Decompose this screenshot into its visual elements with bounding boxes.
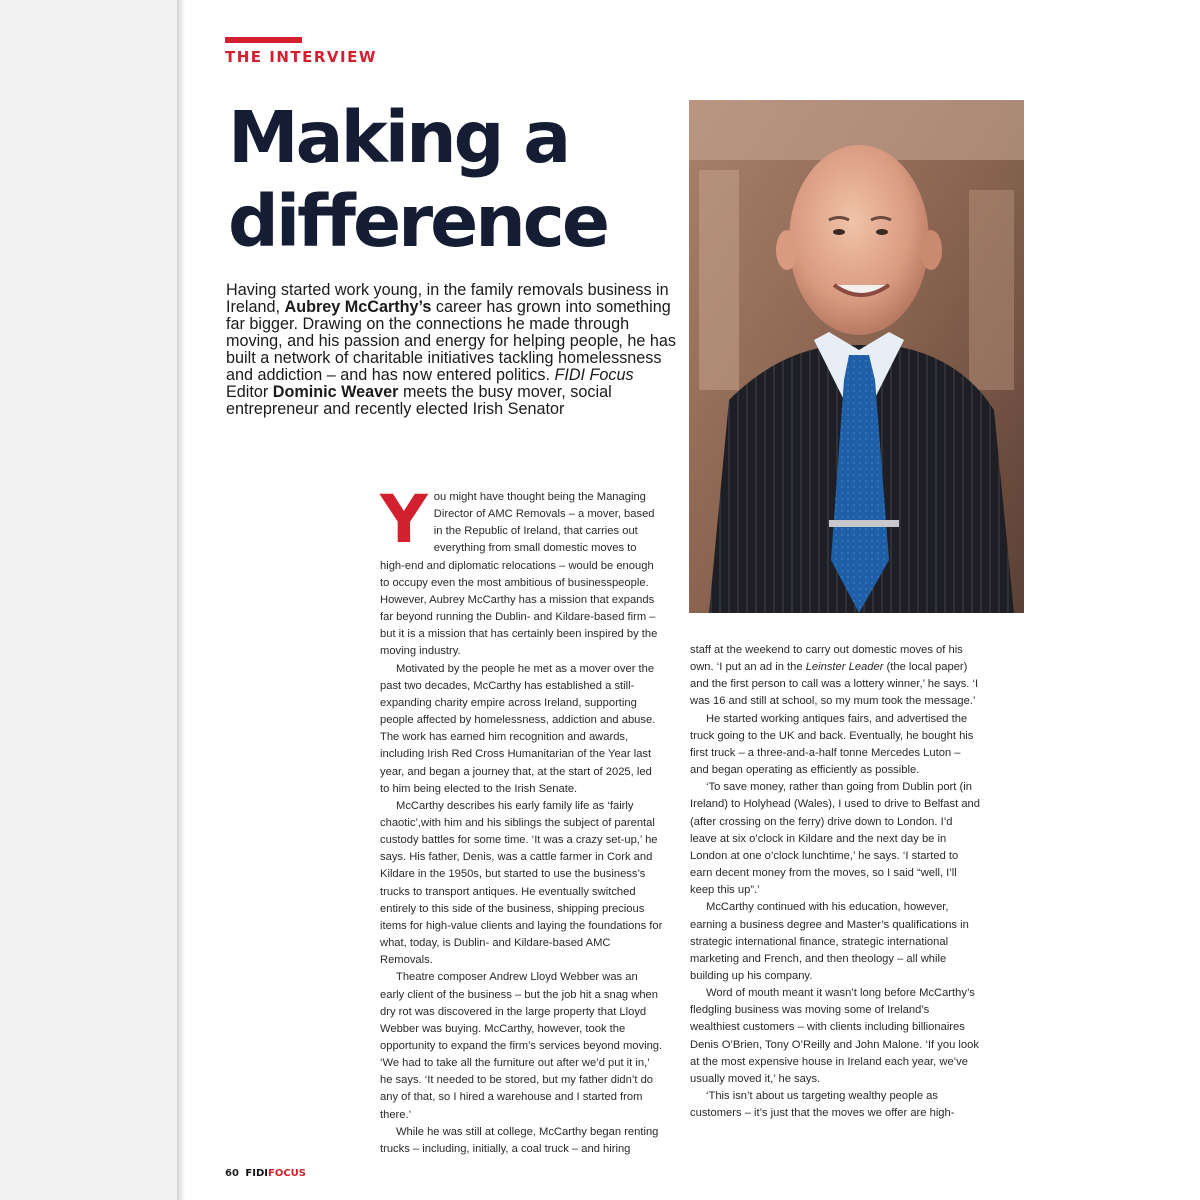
standfirst-text-4: meets the busy mover, social entrepreneur and recently elected Irish Senator [226, 383, 612, 418]
brand-text-fidi: FIDI [245, 1168, 268, 1179]
headline [228, 96, 678, 264]
page-number: 60 [225, 1168, 239, 1179]
section-label: THE INTERVIEW [225, 48, 377, 66]
body-paragraph-text: staff at the weekend to carry out domestic moves of his own. ‘I put an ad in the [690, 644, 963, 674]
body-paragraph [380, 481, 664, 661]
body-paragraph: McCarthy continued with his education, however, earning a business degree and Master’s qualifications in strategic international finance, strategic international marketing and French, and then theology – all while building up his company. [690, 901, 969, 982]
standfirst-text-2: career has grown into something far bigger. Drawing on the connections he made through moving, and his passion and energy for helping people, he has built a network of charitable initiatives tackling homelessness and addiction – and has now entered politics. [226, 298, 676, 384]
publication-title: Leinster Leader [805, 661, 884, 674]
body-paragraph: He started working antiques fairs, and advertised the truck going to the UK and back. Eventually, he bought his first truck – a three-and-a-half tonne Mercedes Luton – and began operating as efficiently as possible. [690, 712, 974, 777]
section-accent-bar [225, 37, 302, 43]
drop-cap: Y [380, 481, 428, 558]
body-paragraph: Motivated by the people he met as a mover over the past two decades, McCarthy has established a still-expanding charity empire across Ireland, supporting people affected by homelessness, addiction and abuse. The work has earned him recognition and awards, including Irish Red Cross Humanitarian of the Year last year, and began a journey that, at the start of 2025, led to him being elected to the Irish Senate. [380, 662, 656, 795]
page-fold-shadow [177, 0, 185, 1200]
standfirst-subject-name: Aubrey McCarthy’s [284, 298, 432, 316]
body-column-right [690, 642, 982, 1122]
brand-text-focus: FOCUS [267, 1168, 306, 1179]
body-paragraph: While he was still at college, McCarthy began renting trucks – including, initially, a coal truck – and hiring [380, 1125, 659, 1155]
standfirst-author-name: Dominic Weaver [272, 383, 399, 401]
body-paragraph: ‘This isn’t about us targeting wealthy people as customers – it’s just that the moves we offer are high- [690, 1090, 955, 1120]
page-gutter [0, 0, 177, 1200]
body-paragraph: Theatre composer Andrew Lloyd Webber was an early client of the business – but the job hit a snag when dry rot was discovered in the large property that Lloyd Webber was buying. McCarthy, however, took the opportunity to expand the firm’s services beyond moving. ‘We had to take all the furniture out after we’d put it in,’ he says. ‘It needed to be stored, but my father didn’t do any of that, so I hired a warehouse and I started from there.’ [380, 971, 663, 1121]
body-paragraph [690, 642, 982, 711]
body-column-left [380, 481, 664, 1158]
page-footer [225, 1168, 306, 1179]
magazine-brand [245, 1168, 306, 1179]
standfirst-text-1: Having started work young, in the family removals business in Ireland, [226, 281, 669, 316]
headline-line-2: difference [228, 180, 608, 263]
body-paragraph: Word of mouth meant it wasn’t long before McCarthy’s fledgling business was moving some of Ireland’s wealthiest customers – with clients including billionaires Denis O’Brien, Tony O’Reilly and John Malone. ‘If you look at the most expensive house in Ireland each year, we’ve usually moved it,’ he says. [690, 987, 979, 1085]
body-paragraph: McCarthy describes his early family life as ‘fairly chaotic’,with him and his siblings the subject of parental custody battles for some time. ‘It was a crazy set-up,’ he says. His father, Denis, was a cattle farmer in Cork and Kildare in the 1950s, but started to use the business’s trucks to transport antiques. He eventually switched entirely to this side of the business, shipping precious items for high-value clients and laying the foundations for what, today, is Dublin- and Kildare-based AMC Removals. [380, 799, 663, 967]
portrait-illustration [689, 100, 1024, 613]
body-paragraph-text: (the local paper) and the first person to call was a lottery winner,’ he says. ‘I was 16 and still at school, so my mum took the message.’ [690, 661, 979, 708]
portrait-photo [689, 100, 1024, 613]
standfirst-text-3: Editor [226, 383, 273, 401]
headline-line-1: Making a [228, 96, 569, 179]
standfirst-publication: FIDI Focus [554, 366, 634, 384]
body-paragraph: ‘To save money, rather than going from Dublin port (in Ireland) to Holyhead (Wales), I used to drive to Belfast and (after crossing on the ferry) drive down to London. I’d leave at six o’clock in Kildare and the next day be in London at one o’clock lunchtime,’ he says. ‘I started to earn decent money from the moves, so I said “well, I’ll keep this up”.’ [690, 781, 980, 897]
body-paragraph-text: ou might have thought being the Managing Director of AMC Removals – a mover, based in the Republic of Ireland, that carries out everything from small domestic moves to high-end and diplomatic relocations – would be enough to occupy even the most ambitious of businesspeople. However, Aubrey McCarthy has a mission that expands far beyond running the Dublin- and Kildare-based firm – but it is a mission that has certainly been inspired by the moving industry. [380, 491, 658, 658]
standfirst [226, 282, 676, 418]
